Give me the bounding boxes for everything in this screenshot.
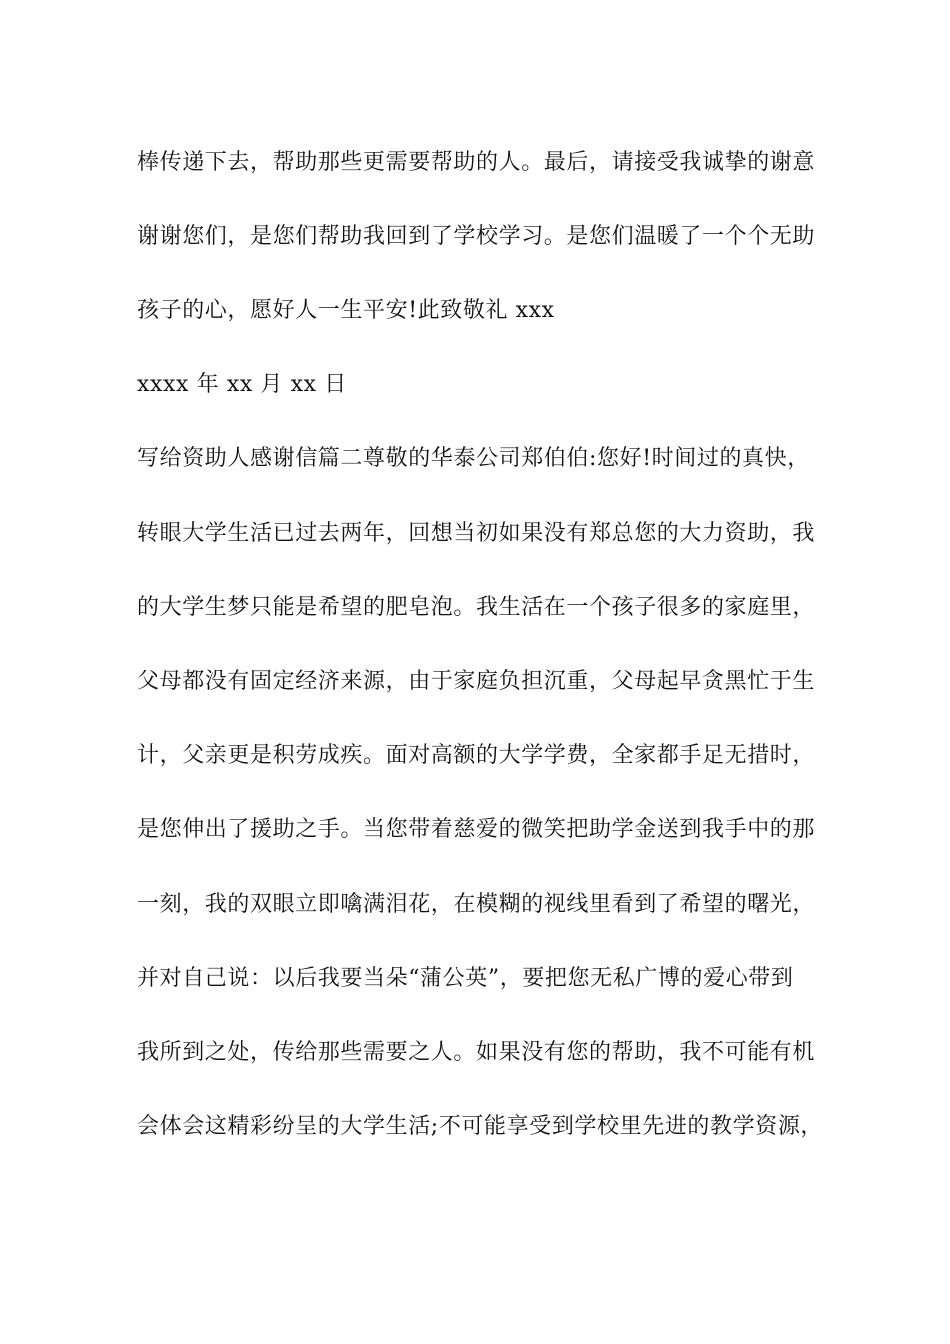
text-line-14: 会体会这精彩纷呈的大学生活;不可能享受到学校里先进的教学资源， bbox=[137, 1114, 824, 1139]
text-line-11: 一刻，我的双眼立即噙满泪花，在模糊的视线里看到了希望的曙光， bbox=[137, 892, 816, 917]
text-line-9: 计，父亲更是积劳成疾。面对高额的大学学费，全家都手足无措时， bbox=[137, 743, 816, 768]
text-line-5: 写给资助人感谢信篇二尊敬的华泰公司郑伯伯:您好!时间过的真快， bbox=[137, 446, 810, 471]
text-line-1: 棒传递下去，帮助那些更需要帮助的人。最后，请接受我诚挚的谢意 bbox=[137, 150, 816, 175]
text-line-8: 父母都没有固定经济来源，由于家庭负担沉重，父母起早贪黑忙于生 bbox=[137, 669, 816, 694]
text-line-6: 转眼大学生活已过去两年，回想当初如果没有郑总您的大力资助，我 bbox=[137, 521, 816, 546]
text-line-12: 并对自己说：以后我要当朵“蒲公英”，要把您无私广博的爱心带到 bbox=[137, 966, 794, 991]
text-line-3: 孩子的心，愿好人一生平安!此致敬礼 xxx bbox=[137, 298, 555, 323]
text-line-10: 是您伸出了援助之手。当您带着慈爱的微笑把助学金送到我手中的那 bbox=[137, 817, 816, 842]
text-line-2: 谢谢您们，是您们帮助我回到了学校学习。是您们温暖了一个个无助 bbox=[137, 224, 816, 249]
text-line-13: 我所到之处，传给那些需要之人。如果没有您的帮助，我不可能有机 bbox=[137, 1040, 816, 1065]
text-line-7: 的大学生梦只能是希望的肥皂泡。我生活在一个孩子很多的家庭里， bbox=[137, 595, 816, 620]
date-line: xxxx 年 xx 月 xx 日 bbox=[137, 372, 347, 397]
